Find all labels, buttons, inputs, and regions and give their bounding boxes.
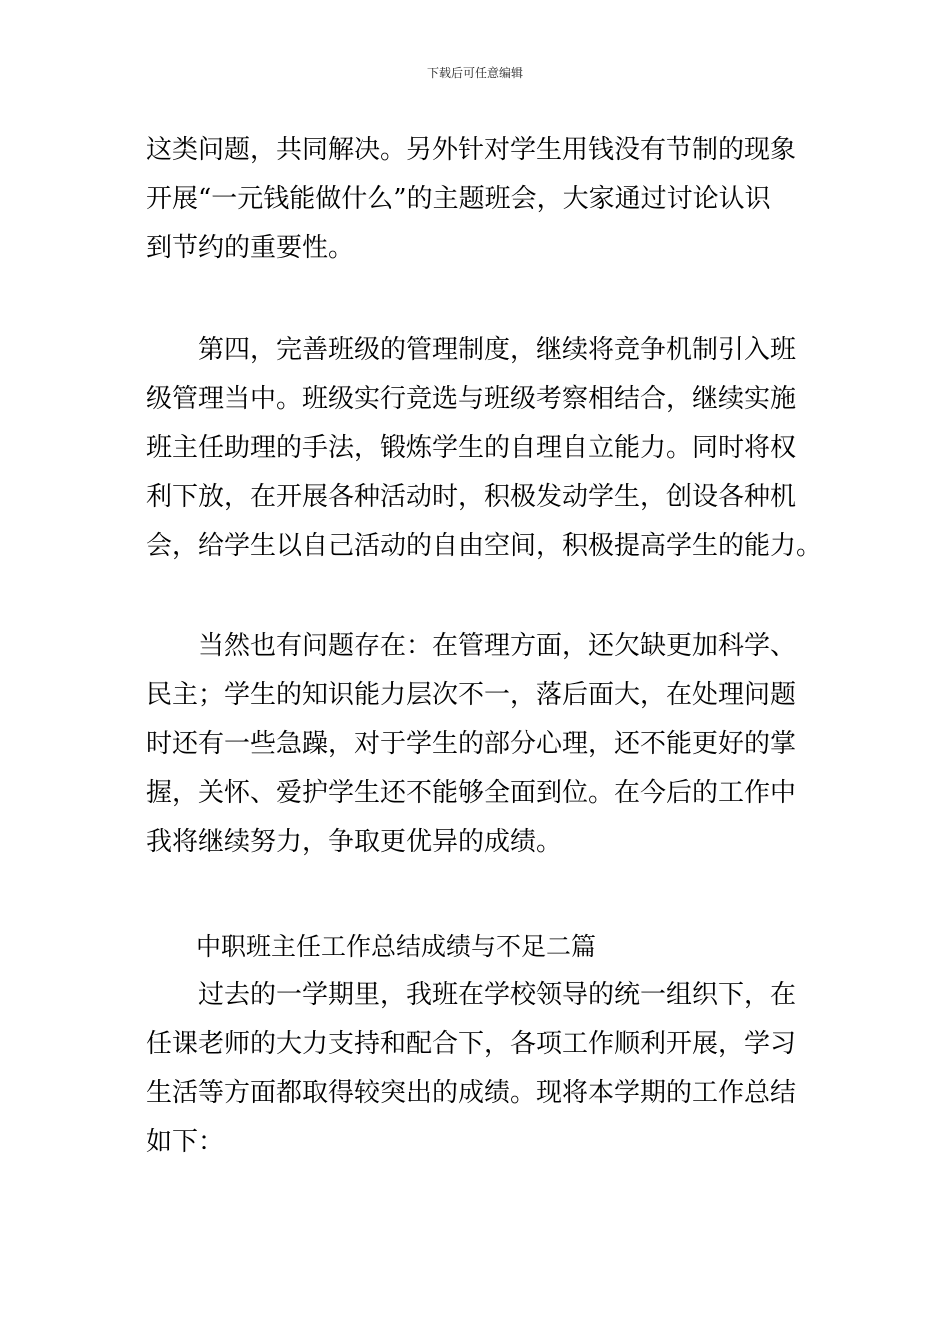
paragraph-line: 如下： — [146, 1127, 225, 1157]
paragraph-line: 第四，完善班级的管理制度，继续将竞争机制引入班 — [146, 335, 797, 365]
paragraph-line: 到节约的重要性。 — [146, 233, 355, 263]
paragraph-3 — [146, 622, 816, 867]
paragraph-4 — [146, 971, 816, 1167]
paragraph-line: 开展“一元钱能做什么”的主题班会，大家通过讨论认识 — [146, 184, 771, 214]
paragraph-line: 任课老师的大力支持和配合下，各项工作顺利开展，学习 — [146, 1029, 797, 1059]
paragraph-1 — [146, 126, 816, 273]
paragraph-line: 我将继续努力，争取更优异的成绩。 — [146, 827, 563, 857]
page-header: 下载后可任意编辑 — [426, 66, 523, 80]
paragraph-line: 过去的一学期里，我班在学校领导的统一组织下，在 — [146, 980, 797, 1010]
paragraph-line: 这类问题，共同解决。另外针对学生用钱没有节制的现象 — [146, 135, 797, 165]
paragraph-line: 班主任助理的手法，锻炼学生的自理自立能力。同时将权 — [146, 433, 797, 463]
section-heading: 中职班主任工作总结成绩与不足二篇 — [196, 932, 597, 961]
paragraph-line: 时还有一些急躁，对于学生的部分心理，还不能更好的掌 — [146, 729, 797, 759]
paragraph-2 — [146, 326, 823, 571]
paragraph-line: 当然也有问题存在：在管理方面，还欠缺更加科学、 — [146, 631, 797, 661]
paragraph-line: 生活等方面都取得较突出的成绩。现将本学期的工作总结 — [146, 1078, 797, 1108]
paragraph-line: 利下放，在开展各种活动时，积极发动学生，创设各种机 — [146, 482, 797, 512]
paragraph-line: 级管理当中。班级实行竞选与班级考察相结合，继续实施 — [146, 384, 797, 414]
paragraph-line: 会，给学生以自己活动的自由空间，积极提高学生的能力。 — [146, 531, 823, 561]
paragraph-line: 民主；学生的知识能力层次不一，落后面大，在处理问题 — [146, 680, 797, 710]
paragraph-line: 握，关怀、爱护学生还不能够全面到位。在今后的工作中 — [146, 778, 797, 808]
